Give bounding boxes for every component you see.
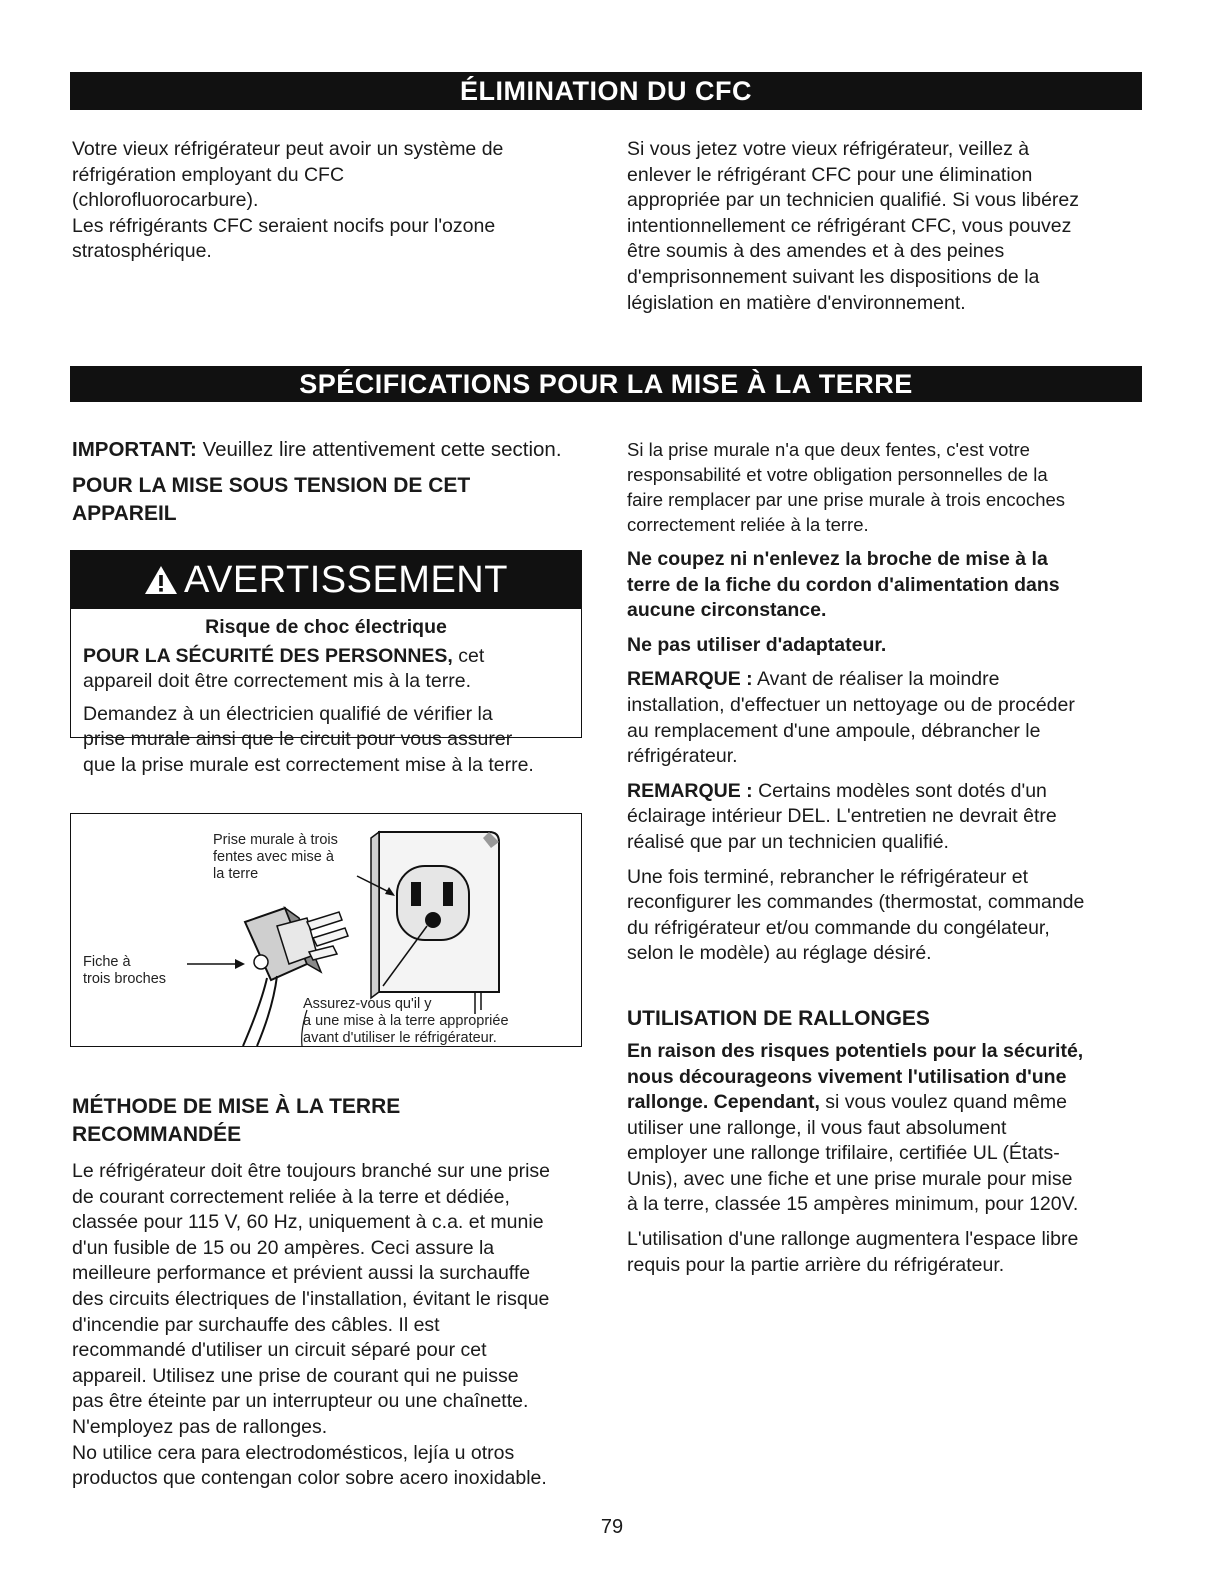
extension-clearance-paragraph bbox=[627, 1227, 1152, 1278]
text-line: Une fois terminé, rebrancher le réfrigérateur et bbox=[627, 865, 1029, 888]
heading-line: POUR LA MISE SOUS TENSION DE CET bbox=[72, 473, 471, 497]
text-line: installation, d'effectuer un nettoyage ou de procéder bbox=[627, 693, 1075, 716]
important-note bbox=[72, 437, 592, 463]
text-line: du réfrigérateur et/ou commande du congélateur, bbox=[627, 916, 1050, 939]
remark-2 bbox=[627, 779, 1152, 856]
cfc-left-text bbox=[72, 137, 592, 265]
text-line: rallonge. Cependant, bbox=[627, 1091, 820, 1114]
remark-1 bbox=[627, 667, 1152, 769]
text-line: employer une rallonge trifilaire, certifiée UL (États- bbox=[627, 1142, 1060, 1165]
text-line: Ne coupez ni n'enlevez la broche de mise à la bbox=[627, 548, 1048, 570]
text-line: meilleure performance et prévient aussi la surchauffe bbox=[72, 1262, 531, 1285]
power-heading bbox=[72, 472, 592, 528]
outlet-label bbox=[213, 832, 338, 883]
text-line: réfrigération employant du CFC bbox=[72, 163, 345, 186]
text-line: appareil. Utilisez une prise de courant qui ne puisse bbox=[72, 1364, 519, 1387]
text-line: En raison des risques potentiels pour la sécurité, bbox=[627, 1039, 1084, 1062]
method-body bbox=[72, 1159, 592, 1492]
warning-header bbox=[71, 551, 581, 609]
text-line: au remplacement d'une ampoule, débrancher le bbox=[627, 719, 1041, 742]
text-line: utiliser une rallonge, il vous faut absolument bbox=[627, 1116, 1007, 1139]
text-line: N'employez pas de rallonges. bbox=[72, 1415, 328, 1438]
text-line: terre de la fiche du cordon d'alimentation dans bbox=[627, 573, 1060, 596]
text-line: législation en matière d'environnement. bbox=[627, 291, 966, 314]
text-line: pas être éteinte par un interrupteur ou une chaînette. bbox=[72, 1390, 529, 1413]
text-line: d'incendie par surchauffe des câbles. Il est bbox=[72, 1313, 440, 1336]
no-adapter-warning: Ne pas utiliser d'adaptateur. bbox=[627, 633, 887, 656]
warning-box bbox=[70, 550, 582, 776]
text-line: d'un fusible de 15 ou 20 ampères. Ceci assure la bbox=[72, 1236, 495, 1259]
text-line: à la terre, classée 15 ampères minimum, pour 120V. bbox=[627, 1193, 1079, 1216]
text-line: intentionnellement ce réfrigérant CFC, vous pouvez bbox=[627, 214, 1072, 237]
text-line: Les réfrigérants CFC seraient nocifs pour l'ozone bbox=[72, 214, 496, 237]
extension-paragraph bbox=[627, 1039, 1152, 1218]
grounding-intro bbox=[72, 437, 592, 528]
label-line: Fiche à bbox=[83, 954, 131, 970]
label-line: Assurez-vous qu'il y bbox=[303, 996, 432, 1012]
text-line: stratosphérique. bbox=[72, 240, 212, 263]
warning-line: appareil doit être correctement mis à la terre. bbox=[83, 670, 472, 693]
remark-label: REMARQUE : bbox=[627, 668, 753, 691]
ensure-label bbox=[303, 996, 509, 1047]
heading-line: APPAREIL bbox=[72, 501, 177, 525]
text-line: selon le modèle) au réglage désiré. bbox=[627, 942, 932, 965]
text-line: de courant correctement reliée à la terre et dédiée, bbox=[72, 1185, 510, 1208]
cfc-right-text bbox=[627, 137, 1147, 316]
remark-label: REMARQUE : bbox=[627, 779, 753, 802]
warning-line bbox=[83, 644, 569, 670]
two-slot-paragraph bbox=[627, 437, 1152, 537]
label-line: avant d'utiliser le réfrigérateur. bbox=[303, 1030, 497, 1046]
text-line: si vous voulez quand même bbox=[819, 1091, 1067, 1114]
text-line: Votre vieux réfrigérateur peut avoir un système de bbox=[72, 138, 504, 160]
text-line: recommandé d'utiliser un circuit séparé pour cet bbox=[72, 1339, 487, 1362]
text-line: L'utilisation d'une rallonge augmentera l'espace libre bbox=[627, 1228, 1079, 1251]
warning-subtitle: Risque de choc électrique bbox=[205, 616, 447, 638]
text-line: Avant de réaliser la moindre bbox=[752, 668, 1000, 691]
reconnect-paragraph bbox=[627, 865, 1152, 967]
text-line: productos que contengan color sobre acero inoxidable. bbox=[72, 1467, 547, 1490]
cfc-section-title: ÉLIMINATION DU CFC bbox=[70, 72, 1142, 110]
text-line: reconfigurer les commandes (thermostat, commande bbox=[627, 891, 1085, 914]
text-line: classée pour 115 V, 60 Hz, uniquement à c.a. et munie bbox=[72, 1211, 544, 1234]
text-line: Unis), avec une fiche et une prise murale pour mise bbox=[627, 1167, 1073, 1190]
text-line: correctement reliée à la terre. bbox=[627, 514, 869, 535]
warning-title: AVERTISSEMENT bbox=[184, 559, 508, 601]
text-line: réfrigérateur. bbox=[627, 745, 738, 768]
warning-body bbox=[71, 609, 581, 779]
plug-label bbox=[83, 954, 166, 988]
warning-line: Demandez à un électricien qualifié de vérifier la bbox=[83, 702, 493, 725]
method-section bbox=[72, 1093, 592, 1492]
text-line: être soumis à des amendes et à des peines bbox=[627, 240, 1005, 263]
text-line: Le réfrigérateur doit être toujours branché sur une prise bbox=[72, 1160, 551, 1182]
method-heading bbox=[72, 1093, 592, 1149]
do-not-cut-warning bbox=[627, 547, 1152, 624]
text-line: enlever le réfrigérant CFC pour une élimination bbox=[627, 163, 1033, 186]
label-line: a une mise à la terre appropriée bbox=[303, 1013, 509, 1029]
grounding-illustration bbox=[70, 813, 582, 1047]
text-line: d'emprisonnement suivant les dispositions de la bbox=[627, 265, 1040, 288]
important-label: IMPORTANT: bbox=[72, 438, 197, 461]
warning-line: que la prise murale est correctement mise à la terre. bbox=[83, 753, 534, 776]
text-line: nous décourageons vivement l'utilisation d'une bbox=[627, 1065, 1067, 1088]
label-line: trois broches bbox=[83, 971, 167, 987]
grounding-right-column bbox=[627, 437, 1152, 1278]
warning-line: prise murale ainsi que le circuit pour vous assurer bbox=[83, 728, 513, 751]
warning-bold: POUR LA SÉCURITÉ DES PERSONNES, bbox=[83, 644, 453, 667]
text-line: requis pour la partie arrière du réfrigérateur. bbox=[627, 1253, 1005, 1276]
warning-triangle-icon bbox=[144, 565, 178, 595]
text-line: responsabilité et votre obligation personnelles de la bbox=[627, 464, 1048, 485]
label-line: fentes avec mise à bbox=[213, 849, 334, 865]
label-line: Prise murale à trois bbox=[213, 832, 338, 848]
grounding-section-title: SPÉCIFICATIONS POUR LA MISE À LA TERRE bbox=[70, 366, 1142, 402]
text-line: Si la prise murale n'a que deux fentes, c'est votre bbox=[627, 439, 1030, 460]
page-number: 79 bbox=[600, 1516, 624, 1538]
text-line: éclairage intérieur DEL. L'entretien ne devrait être bbox=[627, 805, 1057, 828]
heading-line: RECOMMANDÉE bbox=[72, 1123, 242, 1146]
text-line: Certains modèles sont dotés d'un bbox=[752, 779, 1047, 802]
text-line: (chlorofluorocarbure). bbox=[72, 189, 259, 212]
warning-rest: cet bbox=[452, 644, 485, 667]
text-line: aucune circonstance. bbox=[627, 599, 827, 622]
important-text: Veuillez lire attentivement cette section. bbox=[196, 438, 562, 461]
text-line: faire remplacer par une prise murale à trois encoches bbox=[627, 489, 1066, 510]
text-line: Si vous jetez votre vieux réfrigérateur, veillez à bbox=[627, 138, 1030, 160]
text-line: réalisé que par un technicien qualifié. bbox=[627, 830, 949, 853]
text-line: No utilice cera para electrodomésticos, lejía u otros bbox=[72, 1441, 515, 1464]
extension-heading: UTILISATION DE RALLONGES bbox=[627, 1006, 930, 1030]
text-line: des circuits électriques de l'installation, évitant le risque bbox=[72, 1287, 550, 1310]
text-line: appropriée par un technicien qualifié. Si vous libérez bbox=[627, 189, 1080, 212]
label-line: la terre bbox=[213, 866, 259, 882]
heading-line: MÉTHODE DE MISE À LA TERRE bbox=[72, 1095, 401, 1118]
